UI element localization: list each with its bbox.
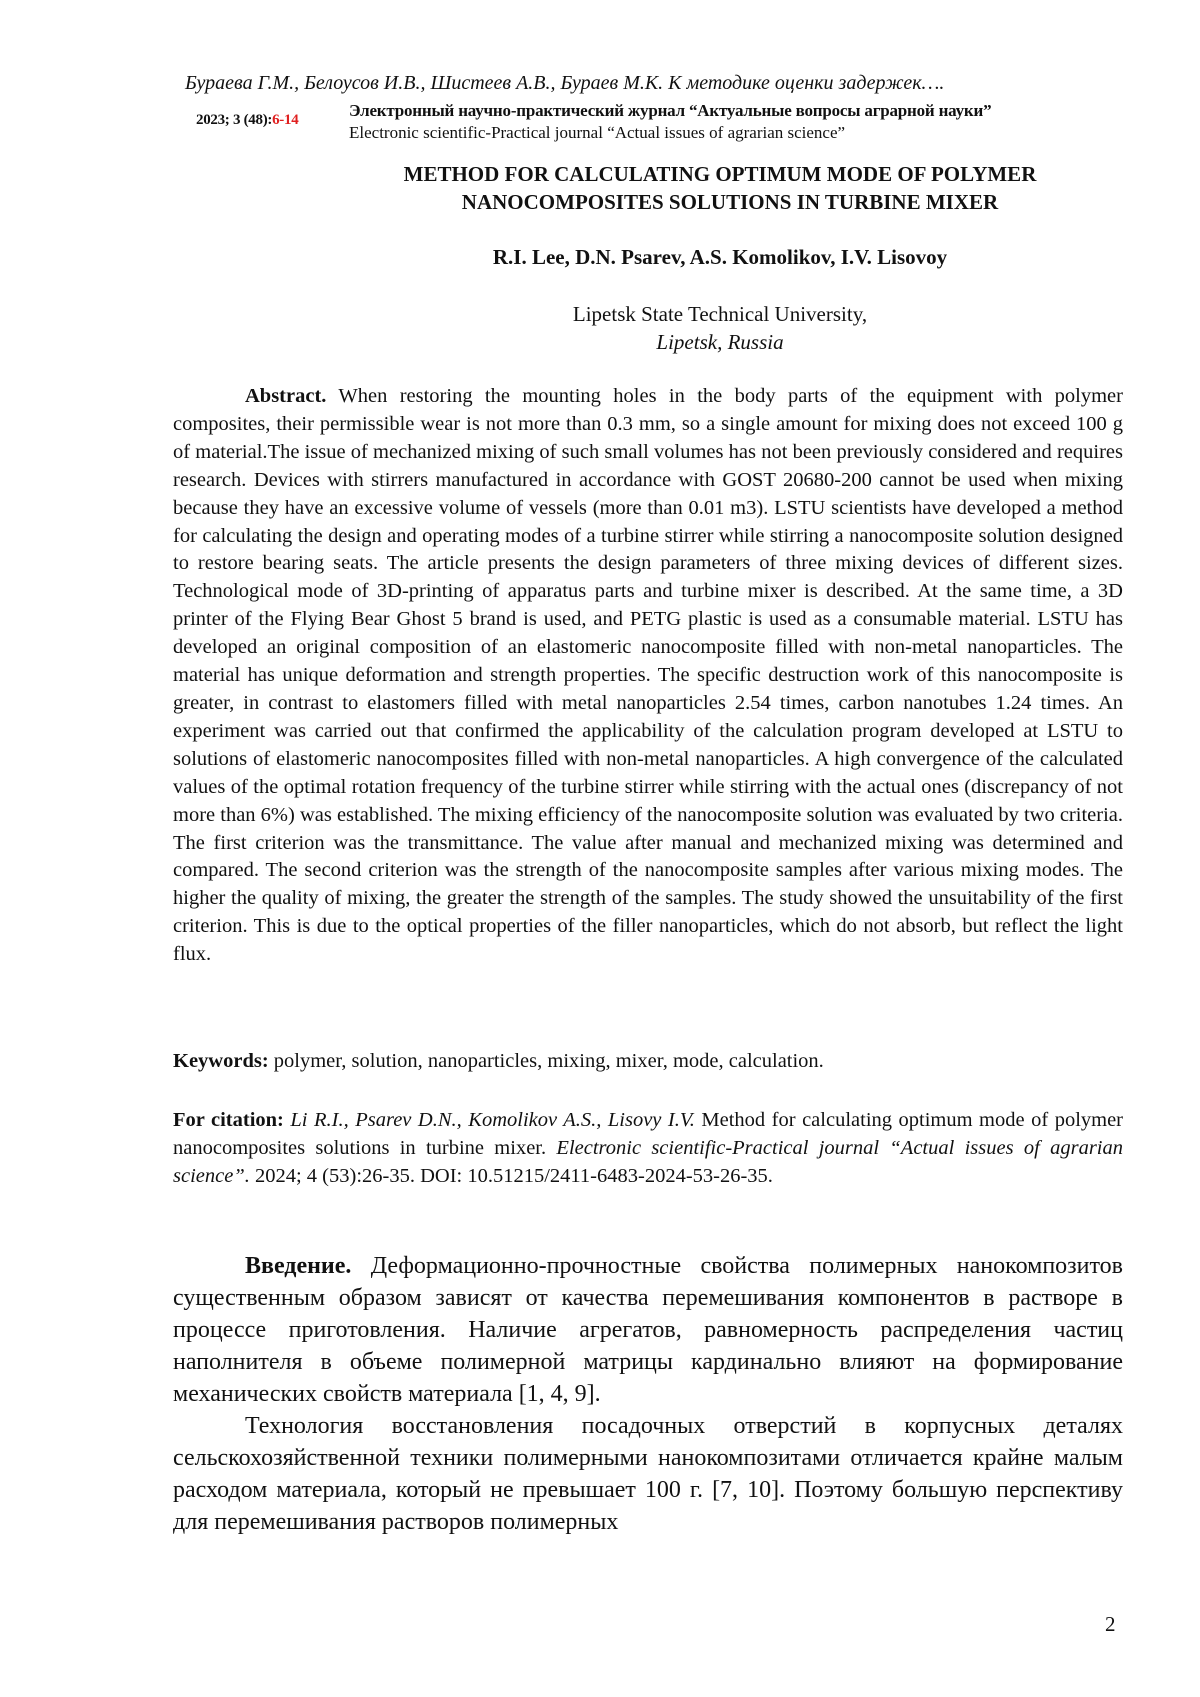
intro-paragraph-1 <box>173 1250 1123 1410</box>
affiliation <box>170 300 1170 356</box>
citation-title: Method for calculating optimum mode of polymer nanocomposites solutions in turbine mixer. <box>173 1109 1124 1159</box>
abstract-text: When restoring the mounting holes in the body parts of the equipment with polymer composites, their permissible wear is not more than 0.3 mm, so a single amount for mixing does not exceed 100 g of material.The issue of mechanized mixing of such small volumes has not been previously considered and requires research. Devices with stirrers manufactured in accordance with GOST 20680-200 cannot be used when mixing because they have an excessive volume of vessels (more than 0.01 m3). LSTU scientists have developed a method for calculating the design and operating modes of a turbine stirrer while stirring a nanocomposite solution designed to restore bearing seats. The article presents the design parameters of three mixing devices of different sizes. Technological mode of 3D-printing of apparatus parts and turbine mixer is described. At the same time, a 3D printer of the Flying Bear Ghost 5 brand is used, and PETG plastic is used as a consumable material. LSTU has developed an original composition of an elastomeric nanocomposite filled with non-metal nanoparticles. The material has unique deformation and strength properties. The specific destruction work of this nanocomposite is greater, in contrast to elastomers filled with metal nanoparticles 2.54 times, carbon nanotubes 1.24 times. An experiment was carried out that confirmed the applicability of the calculation program developed at LSTU to solutions of elastomeric nanocomposites filled with non-metal nanoparticles. A high convergence of the calculated values of the optimal rotation frequency of the turbine stirrer while stirring with the actual ones (discrepancy of not more than 6%) was established. The mixing efficiency of the nanocomposite solution was evaluated by two criteria. The first criterion was the transmittance. The value after manual and mechanized mixing was determined and compared. The second criterion was the strength of the nanocomposite samples after various mixing modes. The higher the quality of mixing, the greater the strength of the samples. The study showed the unsuitability of the first criterion. This is due to the optical properties of the filler nanoparticles, which do not absorb, but reflect the light flux. <box>173 385 1123 966</box>
affiliation-org: Lipetsk State Technical University, <box>572 302 868 326</box>
issue-reference <box>196 112 298 129</box>
issue-ref: 2023; 3 (48): <box>196 112 273 128</box>
keywords-text: polymer, solution, nanoparticles, mixing, mixer, mode, calculation. <box>273 1050 824 1072</box>
keywords <box>173 1048 1123 1076</box>
citation <box>173 1107 1123 1191</box>
affiliation-city: Lipetsk, Russia <box>656 330 784 354</box>
keywords-label: Keywords: <box>173 1050 269 1072</box>
citation-label: For citation: <box>173 1109 284 1131</box>
title-line-2: NANOCOMPOSITES SOLUTIONS IN TURBINE MIXER <box>461 190 999 214</box>
running-head: Бураева Г.М., Белоусов И.В., Шистеев А.В., Бураев М.К. К методике оценки задержек…. <box>185 72 945 94</box>
authors: R.I. Lee, D.N. Psarev, A.S. Komolikov, I.V. Lisovoy <box>492 245 948 269</box>
introduction <box>173 1250 1123 1538</box>
intro-paragraph-2: Технология восстановления посадочных отверстий в корпусных деталях сельскохозяйственной техники полимерными нанокомпозитами отличается крайне малым расходом материала, который не превышает 100 г. [7, 10]. Поэтому большую перспективу для перемешивания растворов полимерных <box>173 1413 1123 1535</box>
citation-authors: Li R.I., Psarev D.N., Komolikov A.S., Lisovy I.V. <box>290 1109 695 1131</box>
paper-title <box>170 160 1170 216</box>
citation-journal: Electronic scientific-Practical journal “Actual issues of agrarian science”. <box>173 1136 1124 1187</box>
intro-label: Введение. <box>245 1253 352 1279</box>
journal-name-en: Electronic scientific-Practical journal “Actual issues of agrarian science” <box>349 123 846 142</box>
citation-ref: 2024; 4 (53):26-35. DOI: 10.51215/2411-6483-2024-53-26-35. <box>254 1164 773 1187</box>
page-number: 2 <box>1105 1612 1116 1636</box>
abstract <box>173 383 1123 969</box>
intro-p1-text: Деформационно-прочностные свойства полимерных нанокомпозитов существенным образом зависят от качества перемешивания компонентов в растворе в процессе приготовления. Наличие агрегатов, равномерность распределения частиц наполнителя в объеме полимерной матрицы кардинально влияют на формирование механических свойств материала [1, 4, 9]. <box>173 1253 1123 1407</box>
journal-name-ru: Электронный научно-практический журнал “Актуальные вопросы аграрной науки” <box>349 101 992 120</box>
issue-pages: 6-14 <box>272 112 299 128</box>
title-line-1: METHOD FOR CALCULATING OPTIMUM MODE OF POLYMER <box>403 162 1037 186</box>
abstract-label: Abstract. <box>245 385 327 407</box>
